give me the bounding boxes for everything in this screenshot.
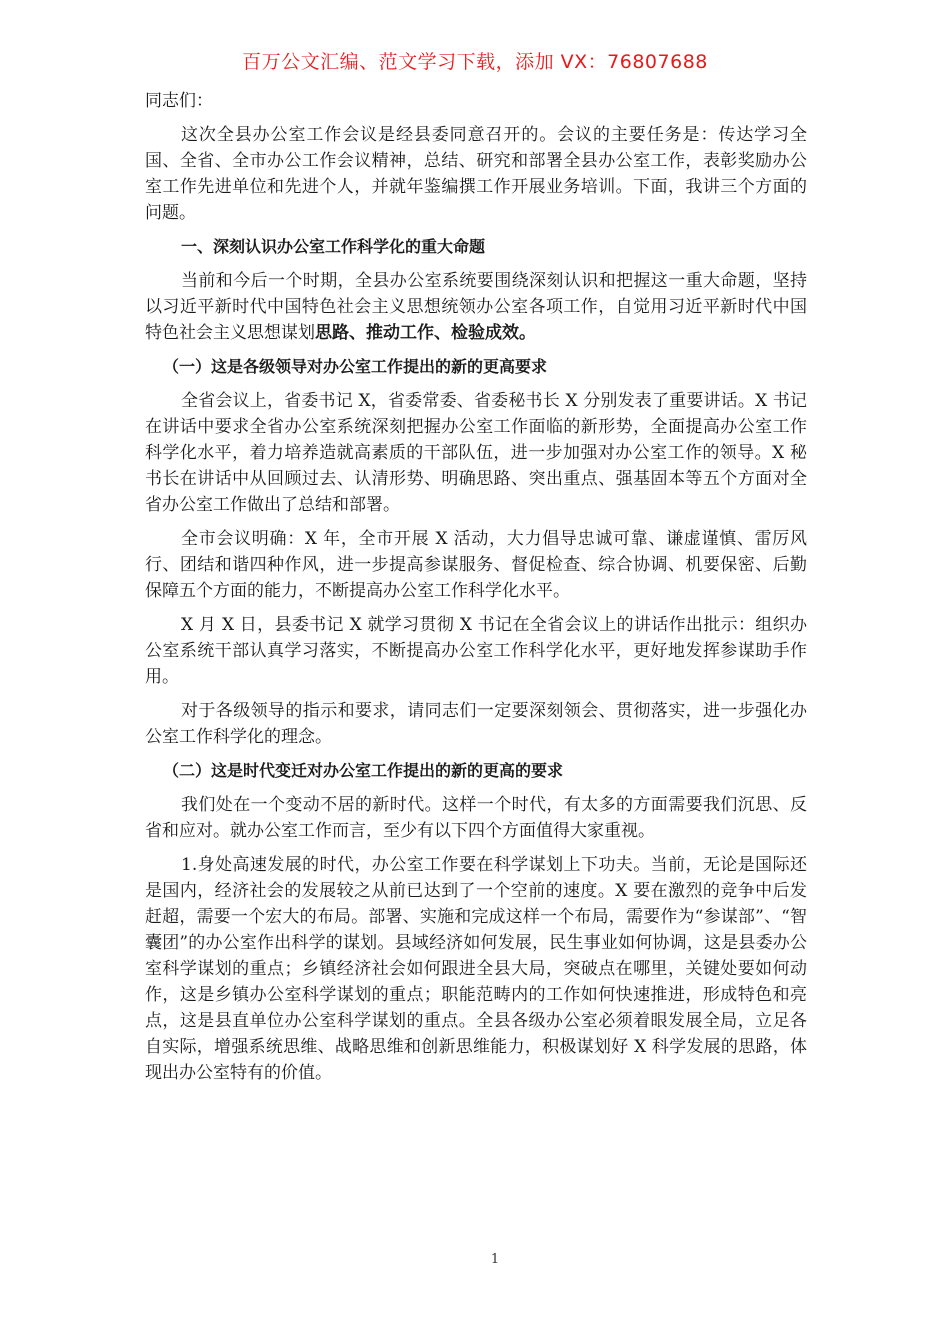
subsection2-paragraph-2: 1.身处高速发展的时代，办公室工作要在科学谋划上下功夫。当前，无论是国际还是国内，经济社会的发展较之从前已达到了一个空前的速度。X 要在激烈的竞争中后发赶超，需要一个宏大的布局。部署、实施和完成这样一个布局，需要作为“参谋部”、“智囊团”的办公室作出科学的谋划。县域经济如何发展，民生事业如何协调，这是县委办公室科学谋划的重点；乡镇经济社会如何跟进全县大局，突破点在哪里，关键处要如何动作，这是乡镇办公室科学谋划的重点；职能范畴内的工作如何快速推进，形成特色和亮点，这是县直单位办公室科学谋划的重点。全县各级办公室必须着眼发展全局，立足各自实际，增强系统思维、战略思维和创新思维能力，积极谋划好 X 科学发展的思路，体现出办公室特有的价值。 xyxy=(145,855,807,1083)
subsection-heading-2: （二）这是时代变迁对办公室工作提出的新的更高的要求 xyxy=(163,761,564,780)
section1-paragraph xyxy=(145,268,807,346)
section-heading-1: 一、深刻认识办公室工作科学化的重大命题 xyxy=(181,237,486,256)
intro-paragraph: 这次全县办公室工作会议是经县委同意召开的。会议的主要任务是：传达学习全国、全省、全市办公工作会议精神，总结、研究和部署全县办公室工作，表彰奖励办公室工作先进单位和先进个人，并就年鉴编撰工作开展业务培训。下面，我讲三个方面的问题。 xyxy=(145,125,807,223)
section1-paragraph-text: 当前和今后一个时期，全县办公室系统要围绕深刻认识和把握这一重大命题，坚持以习近平新时代中国特色社会主义思想统领办公室各项工作，自觉用习近平新时代中国特色社会主义思想谋划 xyxy=(145,271,807,343)
subsection1-paragraph-2: 全市会议明确：X 年，全市开展 X 活动，大力倡导忠诚可靠、谦虚谨慎、雷厉风行、团结和谐四种作风，进一步提高参谋服务、督促检查、综合协调、机要保密、后勤保障五个方面的能力，不断提高办公室工作科学化水平。 xyxy=(145,529,807,601)
subsection1-paragraph-3: X 月 X 日，县委书记 X 就学习贯彻 X 书记在全省会议上的讲话作出批示：组织办公室系统干部认真学习落实，不断提高办公室工作科学化水平，更好地发挥参谋助手作用。 xyxy=(145,615,807,687)
subsection-heading-1: （一）这是各级领导对办公室工作提出的新的更高要求 xyxy=(163,357,548,376)
subsection1-paragraph-4: 对于各级领导的指示和要求，请同志们一定要深刻领会、贯彻落实，进一步强化办公室工作科学化的理念。 xyxy=(145,701,807,747)
subsection2-paragraph-1: 我们处在一个变动不居的新时代。这样一个时代，有太多的方面需要我们沉思、反省和应对。就办公室工作而言，至少有以下四个方面值得大家重视。 xyxy=(145,795,807,841)
document-body xyxy=(145,88,807,1094)
salutation: 同志们： xyxy=(145,91,213,111)
section1-paragraph-bold: 思路、推动工作、检验成效。 xyxy=(315,323,536,343)
page-number: 1 xyxy=(490,1252,500,1267)
header-banner: 百万公文汇编、范文学习下载，添加 VX：76807688 xyxy=(242,51,708,73)
subsection1-paragraph-1: 全省会议上，省委书记 X，省委常委、省委秘书长 X 分别发表了重要讲话。X 书记在讲话中要求全省办公室系统深刻把握办公室工作面临的新形势，全面提高办公室工作科学化水平，着力培养造就高素质的干部队伍，进一步加强对办公室工作的领导。X 秘书长在讲话中从回顾过去、认清形势、明确思路、突出重点、强基固本等五个方面对全省办公室工作做出了总结和部署。 xyxy=(145,391,807,515)
